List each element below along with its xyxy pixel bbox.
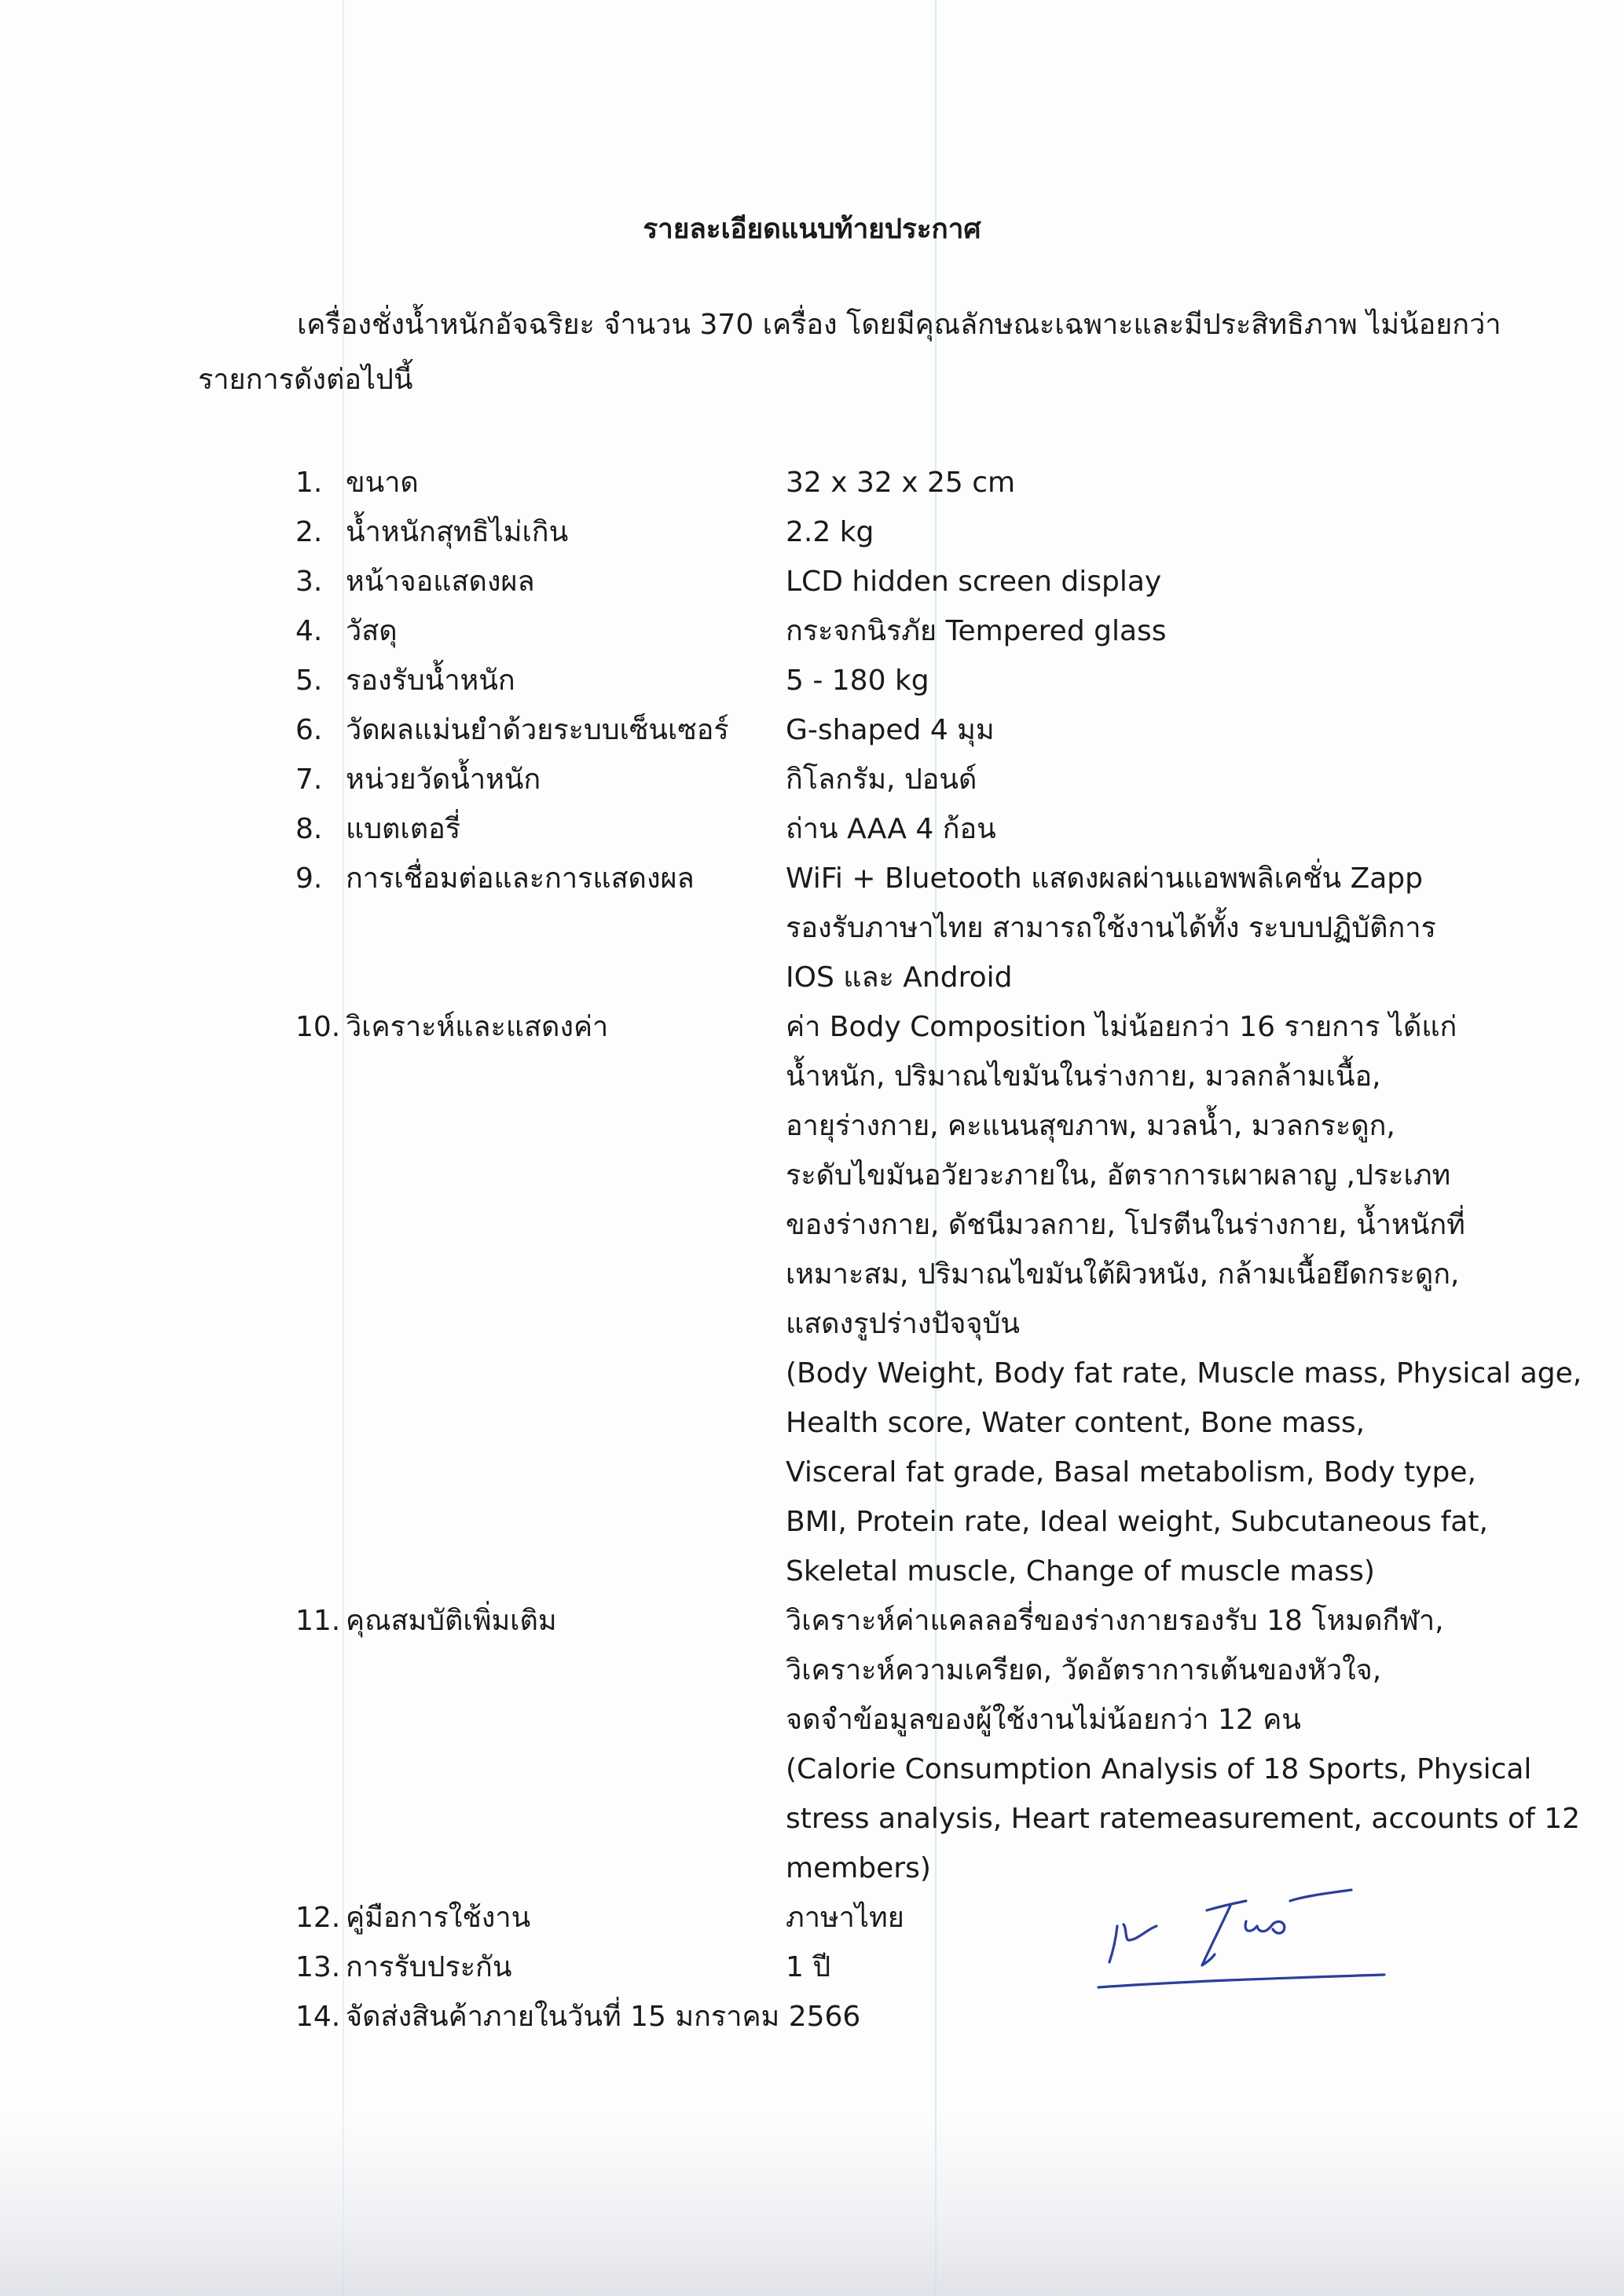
spec-value-line: จดจำข้อมูลของผู้ใช้งานไม่น้อยกว่า 12 คน <box>786 1704 1301 1736</box>
spec-value-line: Health score, Water content, Bone mass, <box>786 1407 1366 1439</box>
spec-value-line: เหมาะสม, ปริมาณไขมันใต้ผิวหนัง, กล้ามเนื้อยึดกระดูก, <box>786 1258 1460 1291</box>
spec-value-line: Visceral fat grade, Basal metabolism, Body type, <box>786 1456 1476 1489</box>
spec-label: ขนาด <box>346 467 419 499</box>
spec-value-line: 5 - 180 kg <box>786 665 929 697</box>
spec-number: 3. <box>295 566 323 598</box>
spec-value-line: LCD hidden screen display <box>786 566 1162 598</box>
spec-values <box>786 854 1436 1002</box>
spec-number: 11. <box>295 1605 341 1637</box>
spec-value-line: ถ่าน AAA 4 ก้อน <box>786 813 996 845</box>
spec-value-line: ค่า Body Composition ไม่น้อยกว่า 16 รายการ ได้แก่ <box>786 1011 1457 1043</box>
spec-value-line: รองรับภาษาไทย สามารถใช้งานได้ทั้ง ระบบปฏิบัติการ <box>786 912 1436 944</box>
spec-label: คุณสมบัติเพิ่มเติม <box>346 1605 557 1637</box>
spec-label: หน่วยวัดน้ำหนัก <box>346 764 541 796</box>
spec-value-line: 32 x 32 x 25 cm <box>786 467 1016 499</box>
spec-value-line: (Calorie Consumption Analysis of 18 Sports, Physical <box>786 1753 1532 1785</box>
spec-number: 6. <box>295 714 323 746</box>
spec-number: 10. <box>295 1011 341 1043</box>
scan-shadow <box>0 2115 1624 2296</box>
spec-values <box>786 1943 830 1992</box>
signature-icon <box>1092 1877 1406 1995</box>
spec-label: น้ำหนักสุทธิไม่เกิน <box>346 516 569 548</box>
spec-values <box>786 606 1167 656</box>
spec-label: คู่มือการใช้งาน <box>346 1902 531 1934</box>
spec-number: 1. <box>295 467 323 499</box>
spec-values <box>786 804 996 854</box>
spec-values <box>786 705 995 755</box>
spec-value-line: IOS และ Android <box>786 961 1013 994</box>
intro-paragraph-line: รายการดังต่อไปนี้ <box>198 364 413 396</box>
spec-label: วัสดุ <box>346 615 398 647</box>
spec-number: 13. <box>295 1951 341 1983</box>
spec-value-line: กิโลกรัม, ปอนด์ <box>786 764 977 796</box>
spec-value-line: G-shaped 4 มุม <box>786 714 995 746</box>
spec-value-line: วิเคราะห์ความเครียด, วัดอัตราการเต้นของหัวใจ, <box>786 1654 1382 1686</box>
spec-label: วิเคราะห์และแสดงค่า <box>346 1011 609 1043</box>
spec-value-line: ภาษาไทย <box>786 1902 904 1934</box>
spec-value-line: BMI, Protein rate, Ideal weight, Subcutaneous fat, <box>786 1506 1488 1538</box>
spec-value-line: ของร่างกาย, ดัชนีมวลกาย, โปรตีนในร่างกาย, น้ำหนักที่ <box>786 1209 1465 1241</box>
spec-value-line: แสดงรูปร่างปัจจุบัน <box>786 1308 1020 1340</box>
spec-value-line: WiFi + Bluetooth แสดงผลผ่านแอพพลิเคชั่น Zapp <box>786 862 1424 895</box>
spec-values <box>786 656 929 705</box>
spec-value-line: 1 ปี <box>786 1951 831 1983</box>
spec-number: 14. <box>295 2001 341 2033</box>
spec-value-line: (Body Weight, Body fat rate, Muscle mass, Physical age, <box>786 1357 1582 1390</box>
spec-label: หน้าจอแสดงผล <box>346 566 535 598</box>
spec-label: วัดผลแม่นยำด้วยระบบเซ็นเซอร์ <box>346 714 729 746</box>
spec-label: แบตเตอรี่ <box>346 813 461 845</box>
spec-value-line: 2.2 kg <box>786 516 874 548</box>
spec-number: 9. <box>295 862 323 895</box>
spec-value-line: stress analysis, Heart ratemeasurement, accounts of 12 <box>786 1803 1581 1835</box>
spec-value-line: ระดับไขมันอวัยวะภายใน, อัตราการเผาผลาญ ,ประเภท <box>786 1159 1451 1192</box>
spec-value-line: น้ำหนัก, ปริมาณไขมันในร่างกาย, มวลกล้ามเนื้อ, <box>786 1060 1381 1093</box>
spec-values <box>786 1893 904 1943</box>
spec-number: 12. <box>295 1902 341 1934</box>
spec-values <box>786 755 977 804</box>
spec-number: 2. <box>295 516 323 548</box>
spec-number: 8. <box>295 813 323 845</box>
spec-value-line: อายุร่างกาย, คะแนนสุขภาพ, มวลน้ำ, มวลกระดูก, <box>786 1110 1395 1142</box>
spec-values <box>786 507 874 557</box>
spec-label: การรับประกัน <box>346 1951 512 1983</box>
spec-label: รองรับน้ำหนัก <box>346 665 515 697</box>
spec-number: 4. <box>295 615 323 647</box>
spec-value-line: กระจกนิรภัย Tempered glass <box>786 615 1167 647</box>
document-title: รายละเอียดแนบท้ายประกาศ <box>643 214 981 245</box>
spec-values <box>786 1596 1580 1893</box>
spec-value-line: Skeletal muscle, Change of muscle mass) <box>786 1555 1375 1587</box>
spec-values <box>786 557 1161 606</box>
spec-values <box>786 1002 1582 1596</box>
spec-values <box>786 458 1015 507</box>
intro-paragraph-line: เครื่องชั่งน้ำหนักอัจฉริยะ จำนวน 370 เครื่อง โดยมีคุณลักษณะเฉพาะและมีประสิทธิภาพ ไม่น้อยกว่า <box>297 309 1501 341</box>
spec-label: การเชื่อมต่อและการแสดงผล <box>346 862 695 895</box>
spec-number: 7. <box>295 764 323 796</box>
spec-number: 5. <box>295 665 323 697</box>
spec-value-line: วิเคราะห์ค่าแคลลอรี่ของร่างกายรองรับ 18 โหมดกีฬา, <box>786 1605 1444 1637</box>
spec-value-line: members) <box>786 1852 931 1884</box>
spec-label: จัดส่งสินค้าภายในวันที่ 15 มกราคม 2566 <box>346 2001 861 2033</box>
